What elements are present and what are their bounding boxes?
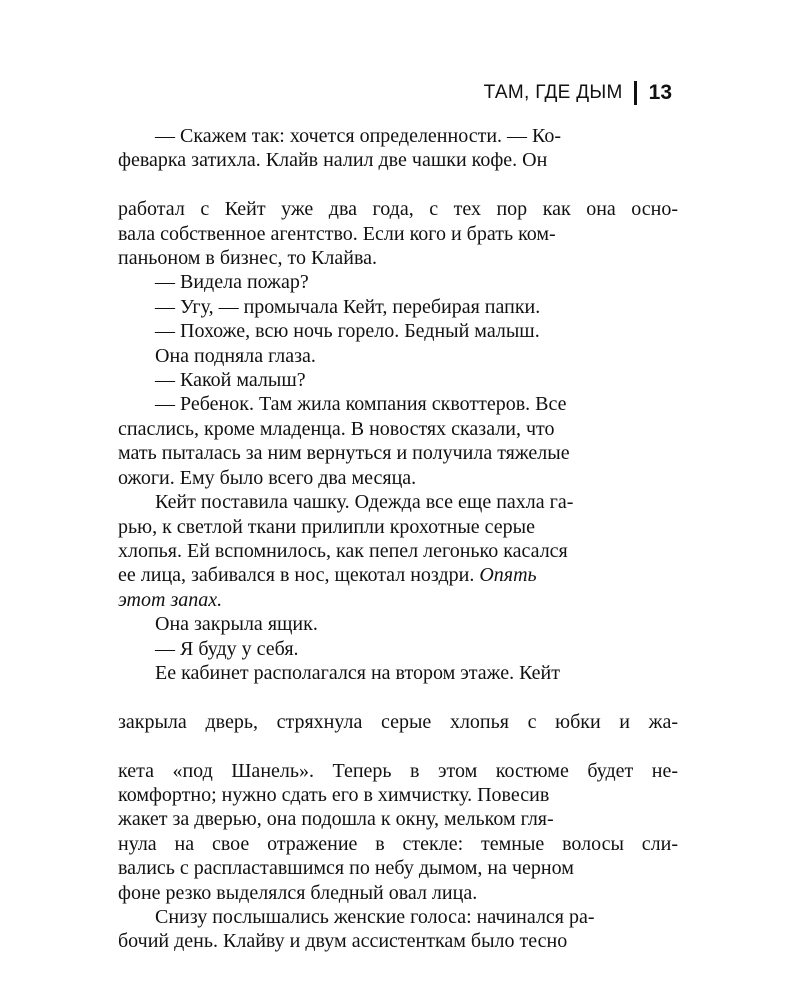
line-text: бочий день. Клайву и двум ассистенткам было тесно (118, 930, 568, 953)
line-text: комфортно; нужно сдать его в химчистку. Повесив (118, 783, 550, 806)
line-text: вала собственное агентство. Если кого и брать ком- (118, 222, 556, 245)
body-text (118, 124, 678, 954)
page-number: 13 (648, 81, 672, 104)
line-text: ее лица, забивался в нос, щекотал ноздри. (118, 564, 480, 587)
text-line (118, 222, 678, 246)
text-line (118, 246, 678, 270)
text-line (118, 392, 678, 416)
text-line (118, 368, 678, 392)
line-text: Она закрыла ящик. (155, 613, 318, 636)
line-text: нула на свое отражение в стекле: темные волосы сли- (118, 832, 679, 855)
text-line (118, 417, 678, 441)
text-line (118, 539, 678, 563)
text-line (118, 734, 678, 783)
line-text: закрыла дверь, стряхнула серые хлопья с юбки и жа- (118, 710, 679, 733)
line-text: фоне резко выделялся бледный овал лица. (118, 881, 478, 904)
text-line (118, 124, 678, 148)
line-text: жакет за дверью, она подошла к окну, мельком гля- (118, 808, 554, 831)
text-line (118, 905, 678, 929)
line-text: вались с распластавшимся по небу дымом, на черном (118, 857, 574, 880)
line-text: Кейт поставила чашку. Одежда все еще пахла га- (155, 491, 574, 514)
text-line (118, 856, 678, 880)
text-line (118, 490, 678, 514)
line-text: — Какой малыш? (155, 369, 306, 392)
text-line (118, 612, 678, 636)
text-line (118, 441, 678, 465)
running-header (484, 80, 672, 106)
line-text: ожоги. Ему было всего два месяца. (118, 466, 417, 489)
text-line (118, 270, 678, 294)
text-line (118, 661, 678, 685)
text-line (118, 637, 678, 661)
line-text: — Угу, — промычала Кейт, перебирая папки. (155, 295, 541, 318)
line-text: спаслись, кроме младенца. В новостях сказали, что (118, 417, 555, 440)
text-line (118, 685, 678, 734)
line-text: — Скажем так: хочется определенности. — Ко- (155, 125, 562, 147)
text-line (118, 173, 678, 222)
text-line (118, 832, 678, 856)
text-line (118, 807, 678, 831)
text-line (118, 515, 678, 539)
line-text: Ее кабинет располагался на втором этаже. Кейт (155, 661, 560, 684)
line-text: Снизу послышались женские голоса: начинался ра- (155, 906, 595, 928)
text-line (118, 563, 678, 587)
text-line (118, 588, 678, 612)
line-text: работал с Кейт уже два года, с тех пор как она осно- (118, 198, 679, 221)
line-text: — Видела пожар? (155, 271, 309, 294)
text-line (118, 148, 678, 172)
line-text: мать пыталась за ним вернуться и получила тяжелые (118, 442, 570, 465)
line-text: феварка затихла. Клайв налил две чашки кофе. Он (118, 149, 548, 172)
header-separator (634, 81, 637, 105)
text-line (118, 881, 678, 905)
italic-text: этот запах. (118, 588, 223, 611)
line-text: — Я буду у себя. (155, 637, 299, 660)
line-text: — Похоже, всю ночь горело. Бедный малыш. (155, 320, 540, 343)
line-text: паньоном в бизнес, то Клайва. (118, 247, 377, 270)
line-text: хлопья. Ей вспомнилось, как пепел легонько касался (118, 539, 568, 562)
text-line (118, 466, 678, 490)
text-line (118, 344, 678, 368)
italic-text: Опять (479, 564, 537, 587)
line-text: кета «под Шанель». Теперь в этом костюме будет не- (118, 759, 679, 782)
text-line (118, 929, 678, 953)
text-line (118, 319, 678, 343)
line-text: Она подняла глаза. (155, 344, 316, 367)
running-title: ТАМ, ГДЕ ДЫМ (483, 82, 623, 103)
text-line (118, 783, 678, 807)
line-text: рью, к светлой ткани прилипли крохотные серые (118, 515, 535, 538)
line-text: — Ребенок. Там жила компания сквоттеров. Все (155, 393, 567, 416)
text-line (118, 295, 678, 319)
